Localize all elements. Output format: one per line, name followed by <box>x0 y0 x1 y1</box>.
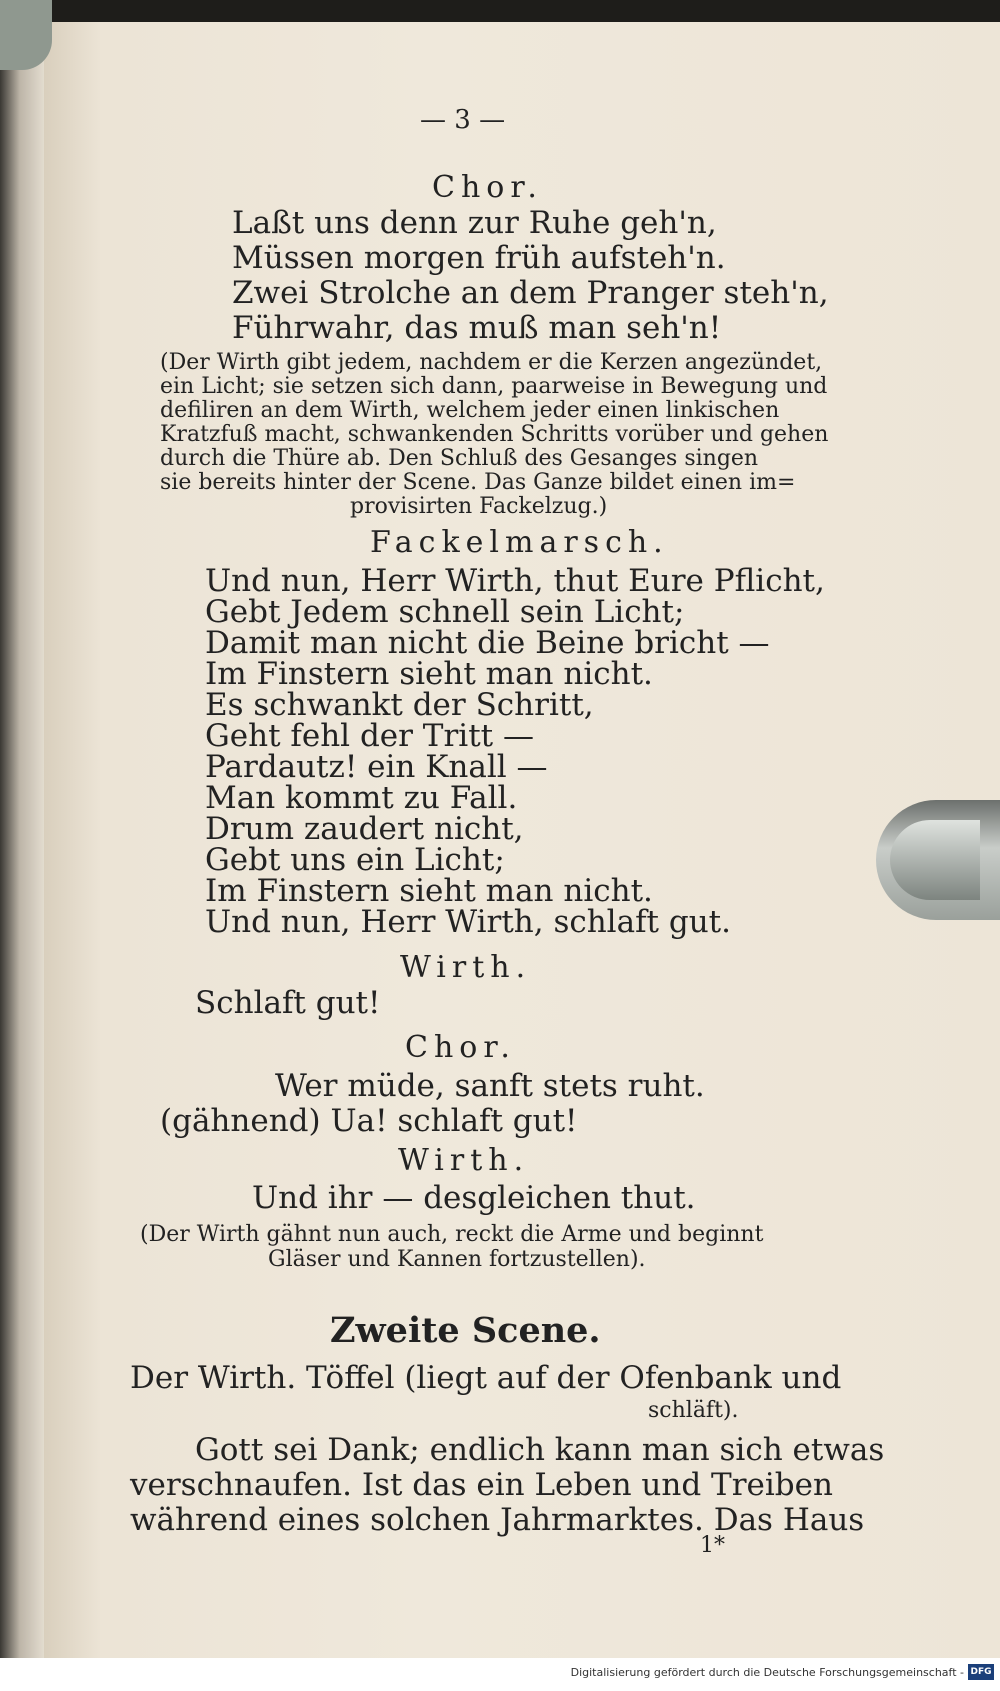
stage-direction-line: defiliren an dem Wirth, welchem jeder einen linkischen <box>160 398 780 423</box>
scene-cast: Der Wirth. Töffel (liegt auf der Ofenbank und <box>130 1360 842 1396</box>
verse-line: Damit man nicht die Beine bricht — <box>205 625 770 661</box>
speaker-heading-chor: Chor. <box>405 1030 516 1065</box>
stage-direction-line: ein Licht; sie setzen sich dann, paarweise in Bewegung und <box>160 374 828 399</box>
dfg-logo: DFG <box>968 1664 994 1680</box>
verse-line: Im Finstern sieht man nicht. <box>205 873 653 909</box>
stage-direction-line: durch die Thüre ab. Den Schluß des Gesanges singen <box>160 446 759 471</box>
page-clip <box>876 800 1000 920</box>
speaker-heading-wirth: Wirth. <box>400 950 532 985</box>
stage-direction-line: provisirten Fackelzug.) <box>350 494 608 519</box>
stage-direction-line: (Der Wirth gähnt nun auch, reckt die Arme und beginnt <box>140 1222 764 1247</box>
book-spine <box>0 40 44 1658</box>
speaker-heading-chor: Chor. <box>432 170 543 205</box>
verse-line: Schlaft gut! <box>195 985 381 1021</box>
stage-direction-line: Gläser und Kannen fortzustellen). <box>268 1247 646 1272</box>
stage-direction-line: (Der Wirth gibt jedem, nachdem er die Kerzen angezündet, <box>160 350 823 375</box>
page-edge-marker <box>0 0 52 70</box>
verse-line: Zwei Strolche an dem Pranger steh'n, <box>232 275 829 311</box>
verse-line: Und nun, Herr Wirth, schlaft gut. <box>205 904 731 940</box>
prose-line: Gott sei Dank; endlich kann man sich etwas <box>195 1432 885 1468</box>
verse-line: Gebt uns ein Licht; <box>205 842 505 878</box>
verse-line: (gähnend) Ua! schlaft gut! <box>160 1103 578 1139</box>
speaker-heading-wirth: Wirth. <box>398 1143 530 1178</box>
signature-mark: 1* <box>700 1533 725 1558</box>
verse-line: Gebt Jedem schnell sein Licht; <box>205 594 685 630</box>
section-heading-fackelmarsch: Fackelmarsch. <box>370 525 669 560</box>
prose-line: verschnaufen. Ist das ein Leben und Treiben <box>130 1467 833 1503</box>
verse-line: Und nun, Herr Wirth, thut Eure Pflicht, <box>205 563 825 599</box>
stage-direction-line: Kratzfuß macht, schwankenden Schritts vorüber und gehen <box>160 422 829 447</box>
verse-line: Laßt uns denn zur Ruhe geh'n, <box>232 205 717 241</box>
verse-line: Pardautz! ein Knall — <box>205 749 548 785</box>
footer-credit: Digitalisierung gefördert durch die Deutsche Forschungsgemeinschaft - <box>570 1666 964 1679</box>
verse-line: Wer müde, sanft stets ruht. <box>275 1068 705 1104</box>
page-clip-inner <box>890 820 980 900</box>
verse-line: Müssen morgen früh aufsteh'n. <box>232 240 726 276</box>
footer-bar <box>0 1658 1000 1691</box>
verse-line: Drum zaudert nicht, <box>205 811 524 847</box>
scene-cast-continuation: schläft). <box>648 1398 739 1423</box>
prose-line: während eines solchen Jahrmarktes. Das Haus <box>130 1502 865 1538</box>
verse-line: Man kommt zu Fall. <box>205 780 518 816</box>
verse-line: Und ihr — desgleichen thut. <box>252 1180 696 1216</box>
verse-line: Geht fehl der Tritt — <box>205 718 534 754</box>
verse-line: Im Finstern sieht man nicht. <box>205 656 653 692</box>
page-number: — 3 — <box>420 105 506 135</box>
stage-direction-line: sie bereits hinter der Scene. Das Ganze bildet einen im= <box>160 470 796 495</box>
verse-line: Es schwankt der Schritt, <box>205 687 594 723</box>
scene-title: Zweite Scene. <box>330 1310 601 1351</box>
verse-line: Führwahr, das muß man seh'n! <box>232 310 722 346</box>
